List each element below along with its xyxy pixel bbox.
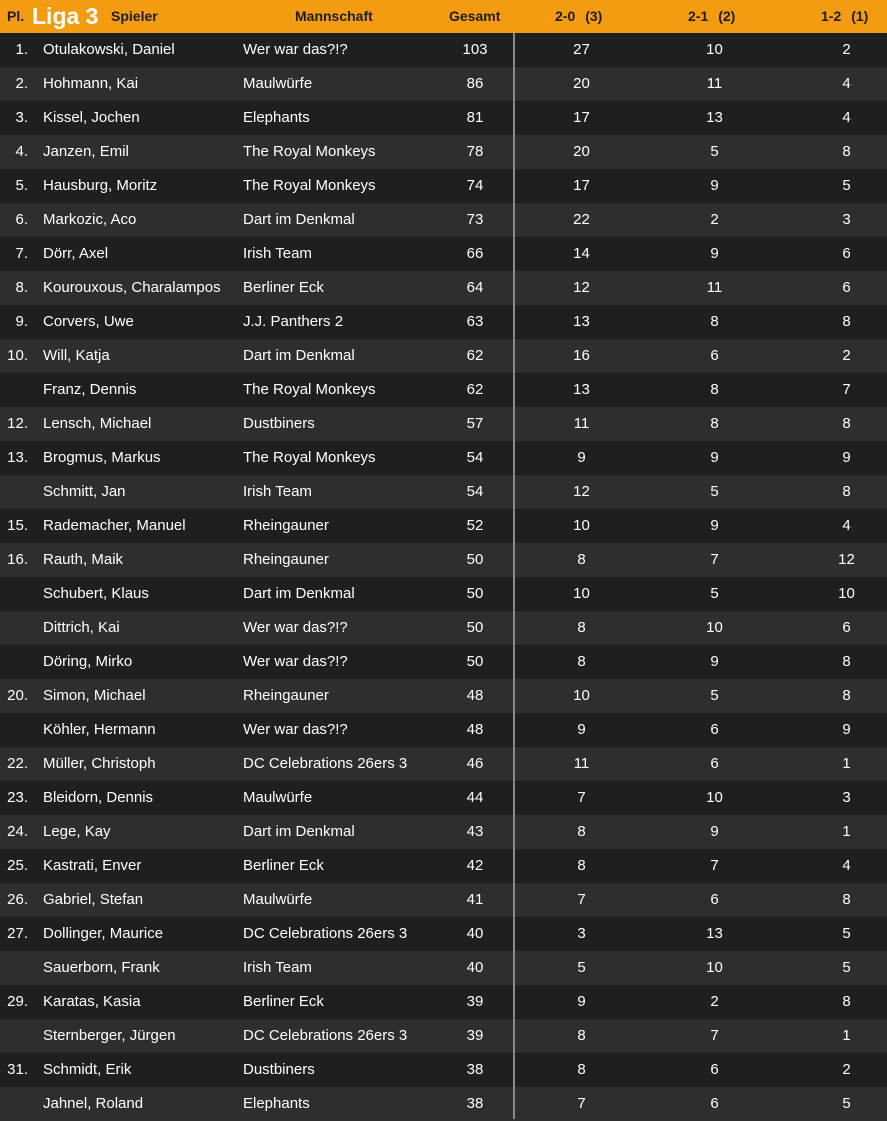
- wins-2-0: 17: [573, 109, 590, 126]
- header-player: Spieler: [111, 8, 158, 24]
- wins-2-0: 12: [573, 279, 590, 296]
- rank-cell: 23.: [7, 789, 28, 806]
- table-row: [0, 679, 887, 713]
- player-name: Corvers, Uwe: [43, 313, 134, 330]
- rank-cell: 12.: [7, 415, 28, 432]
- player-name: Kissel, Jochen: [43, 109, 140, 126]
- table-row: [0, 509, 887, 543]
- wins-2-1: 9: [710, 823, 719, 840]
- table-row: [0, 33, 887, 67]
- wins-2-1: 8: [710, 381, 719, 398]
- wins-2-1: 13: [706, 109, 723, 126]
- total-points: 44: [466, 789, 484, 806]
- wins-2-0: 10: [573, 585, 590, 602]
- wins-2-0: 8: [577, 551, 586, 568]
- wins-2-1: 6: [710, 891, 719, 908]
- losses-1-2: 5: [842, 177, 851, 194]
- wins-2-1: 11: [706, 279, 723, 296]
- team-name: Maulwürfe: [243, 789, 313, 806]
- player-name: Brogmus, Markus: [43, 449, 161, 466]
- wins-2-0: 8: [577, 857, 586, 874]
- losses-1-2: 4: [842, 857, 851, 874]
- header-loss-1-2-label: 1-2: [821, 8, 842, 24]
- wins-2-0: 11: [573, 755, 590, 772]
- wins-2-1: 10: [706, 789, 723, 806]
- team-name: Maulwürfe: [243, 891, 313, 908]
- team-name: Rheingauner: [243, 517, 329, 534]
- rank-cell: 22.: [7, 755, 28, 772]
- player-name: Sternberger, Jürgen: [43, 1027, 176, 1044]
- losses-1-2: 7: [842, 381, 851, 398]
- total-points: 50: [466, 585, 484, 602]
- total-points: 46: [466, 755, 484, 772]
- table-row: [0, 475, 887, 509]
- player-name: Bleidorn, Dennis: [43, 789, 154, 806]
- total-points: 52: [466, 517, 484, 534]
- total-points: 64: [466, 279, 484, 296]
- losses-1-2: 2: [842, 347, 851, 364]
- losses-1-2: 3: [842, 211, 851, 228]
- table-row: [0, 815, 887, 849]
- table-row: [0, 849, 887, 883]
- player-name: Karatas, Kasia: [43, 993, 141, 1010]
- team-name: Wer war das?!?: [243, 721, 348, 738]
- team-name: DC Celebrations 26ers 3: [243, 755, 408, 772]
- team-name: Wer war das?!?: [243, 619, 348, 636]
- wins-2-1: 5: [710, 585, 719, 602]
- team-name: Dart im Denkmal: [243, 347, 355, 364]
- table-row: [0, 917, 887, 951]
- total-points: 50: [466, 619, 484, 636]
- wins-2-1: 9: [710, 449, 719, 466]
- wins-2-1: 7: [710, 1027, 719, 1044]
- total-points: 38: [466, 1095, 484, 1112]
- wins-2-1: 2: [710, 993, 719, 1010]
- losses-1-2: 8: [842, 891, 851, 908]
- header-win-2-1: [688, 0, 735, 33]
- table-row: [0, 203, 887, 237]
- player-name: Sauerborn, Frank: [43, 959, 160, 976]
- table-row: [0, 101, 887, 135]
- total-points: 54: [466, 449, 484, 466]
- table-row: [0, 883, 887, 917]
- wins-2-1: 5: [710, 687, 719, 704]
- player-name: Dörr, Axel: [43, 245, 109, 262]
- total-points: 73: [466, 211, 484, 228]
- total-points: 103: [462, 41, 488, 58]
- wins-2-0: 3: [577, 925, 586, 942]
- player-name: Kourouxous, Charalampos: [43, 279, 221, 296]
- total-points: 62: [466, 381, 484, 398]
- losses-1-2: 8: [842, 143, 851, 160]
- wins-2-0: 9: [577, 993, 586, 1010]
- losses-1-2: 6: [842, 279, 851, 296]
- losses-1-2: 3: [842, 789, 851, 806]
- wins-2-1: 9: [710, 517, 719, 534]
- losses-1-2: 5: [842, 959, 851, 976]
- team-name: Berliner Eck: [243, 279, 324, 296]
- table-row: [0, 407, 887, 441]
- rank-cell: 25.: [7, 857, 28, 874]
- table-row: [0, 373, 887, 407]
- team-name: Rheingauner: [243, 551, 329, 568]
- team-name: Wer war das?!?: [243, 41, 348, 58]
- total-points: 78: [466, 143, 484, 160]
- total-points: 41: [466, 891, 484, 908]
- losses-1-2: 1: [842, 1027, 851, 1044]
- table-row: [0, 951, 887, 985]
- table-row: [0, 543, 887, 577]
- total-points: 74: [466, 177, 484, 194]
- player-name: Lensch, Michael: [43, 415, 152, 432]
- team-name: Irish Team: [243, 483, 312, 500]
- total-points: 62: [466, 347, 484, 364]
- rank-cell: 20.: [7, 687, 28, 704]
- losses-1-2: 8: [842, 653, 851, 670]
- team-name: Berliner Eck: [243, 857, 324, 874]
- team-name: Irish Team: [243, 959, 312, 976]
- rank-cell: 24.: [7, 823, 28, 840]
- losses-1-2: 6: [842, 245, 851, 262]
- wins-2-0: 22: [573, 211, 590, 228]
- table-row: [0, 1087, 887, 1121]
- table-row: [0, 135, 887, 169]
- header-loss-1-2-points: (1): [851, 8, 869, 24]
- wins-2-0: 7: [577, 789, 586, 806]
- rank-cell: 4.: [15, 143, 28, 160]
- team-name: Maulwürfe: [243, 75, 313, 92]
- team-name: Berliner Eck: [243, 993, 324, 1010]
- player-name: Lege, Kay: [43, 823, 111, 840]
- wins-2-0: 8: [577, 653, 586, 670]
- losses-1-2: 9: [842, 449, 851, 466]
- rank-cell: 9.: [15, 313, 28, 330]
- wins-2-1: 10: [706, 41, 723, 58]
- rank-cell: 27.: [7, 925, 28, 942]
- header-total: Gesamt: [449, 8, 501, 24]
- team-name: The Royal Monkeys: [243, 143, 376, 160]
- wins-2-1: 6: [710, 1095, 719, 1112]
- wins-2-0: 14: [573, 245, 590, 262]
- column-divider: [513, 33, 515, 1119]
- wins-2-0: 20: [573, 143, 590, 160]
- wins-2-0: 10: [573, 687, 590, 704]
- player-name: Schubert, Klaus: [43, 585, 149, 602]
- wins-2-0: 5: [577, 959, 586, 976]
- total-points: 81: [466, 109, 484, 126]
- table-body: [0, 33, 887, 1121]
- table-header: [0, 0, 887, 33]
- wins-2-1: 7: [710, 551, 719, 568]
- wins-2-1: 10: [706, 619, 723, 636]
- team-name: Dart im Denkmal: [243, 211, 355, 228]
- team-name: J.J. Panthers 2: [243, 313, 344, 330]
- total-points: 42: [466, 857, 484, 874]
- rank-cell: 31.: [7, 1061, 28, 1078]
- rank-cell: 6.: [15, 211, 28, 228]
- losses-1-2: 5: [842, 1095, 851, 1112]
- wins-2-1: 5: [710, 483, 719, 500]
- table-row: [0, 781, 887, 815]
- wins-2-0: 8: [577, 619, 586, 636]
- rank-cell: 29.: [7, 993, 28, 1010]
- header-win-2-1-label: 2-1: [688, 8, 709, 24]
- rank-cell: 7.: [15, 245, 28, 262]
- team-name: Dustbiners: [243, 415, 315, 432]
- header-win-2-0-points: (3): [585, 8, 603, 24]
- table-row: [0, 1019, 887, 1053]
- rank-cell: 10.: [7, 347, 28, 364]
- wins-2-1: 6: [710, 347, 719, 364]
- total-points: 48: [466, 687, 484, 704]
- team-name: DC Celebrations 26ers 3: [243, 1027, 408, 1044]
- total-points: 86: [466, 75, 484, 92]
- player-name: Dittrich, Kai: [43, 619, 120, 636]
- team-name: Wer war das?!?: [243, 653, 348, 670]
- wins-2-0: 9: [577, 449, 586, 466]
- wins-2-1: 2: [710, 211, 719, 228]
- player-name: Janzen, Emil: [43, 143, 129, 160]
- team-name: Dart im Denkmal: [243, 823, 355, 840]
- wins-2-0: 17: [573, 177, 590, 194]
- losses-1-2: 4: [842, 517, 851, 534]
- losses-1-2: 10: [838, 585, 855, 602]
- rank-cell: 26.: [7, 891, 28, 908]
- wins-2-1: 13: [706, 925, 723, 942]
- losses-1-2: 9: [842, 721, 851, 738]
- total-points: 48: [466, 721, 484, 738]
- losses-1-2: 2: [842, 1061, 851, 1078]
- team-name: Elephants: [243, 1095, 310, 1112]
- player-name: Franz, Dennis: [43, 381, 137, 398]
- losses-1-2: 6: [842, 619, 851, 636]
- losses-1-2: 4: [842, 75, 851, 92]
- wins-2-1: 8: [710, 313, 719, 330]
- wins-2-0: 8: [577, 1061, 586, 1078]
- total-points: 39: [466, 1027, 484, 1044]
- team-name: The Royal Monkeys: [243, 449, 376, 466]
- total-points: 57: [466, 415, 484, 432]
- losses-1-2: 4: [842, 109, 851, 126]
- total-points: 66: [466, 245, 484, 262]
- header-win-2-1-points: (2): [718, 8, 736, 24]
- team-name: Dart im Denkmal: [243, 585, 355, 602]
- player-name: Will, Katja: [43, 347, 110, 364]
- team-name: Dustbiners: [243, 1061, 315, 1078]
- losses-1-2: 1: [842, 823, 851, 840]
- player-name: Döring, Mirko: [43, 653, 133, 670]
- player-name: Rademacher, Manuel: [43, 517, 186, 534]
- losses-1-2: 8: [842, 993, 851, 1010]
- table-row: [0, 1053, 887, 1087]
- team-name: Elephants: [243, 109, 310, 126]
- wins-2-0: 13: [573, 313, 590, 330]
- rank-cell: 1.: [15, 41, 28, 58]
- header-win-2-0-label: 2-0: [555, 8, 576, 24]
- header-rank: Pl.: [7, 8, 25, 24]
- wins-2-1: 10: [706, 959, 723, 976]
- team-name: The Royal Monkeys: [243, 177, 376, 194]
- table-row: [0, 67, 887, 101]
- table-row: [0, 985, 887, 1019]
- losses-1-2: 12: [838, 551, 855, 568]
- table-row: [0, 713, 887, 747]
- rank-cell: 8.: [15, 279, 28, 296]
- player-name: Jahnel, Roland: [43, 1095, 144, 1112]
- table-row: [0, 747, 887, 781]
- wins-2-1: 5: [710, 143, 719, 160]
- wins-2-0: 11: [573, 415, 590, 432]
- player-name: Dollinger, Maurice: [43, 925, 164, 942]
- losses-1-2: 8: [842, 313, 851, 330]
- wins-2-1: 9: [710, 653, 719, 670]
- table-row: [0, 611, 887, 645]
- wins-2-0: 7: [577, 1095, 586, 1112]
- wins-2-1: 9: [710, 177, 719, 194]
- wins-2-0: 13: [573, 381, 590, 398]
- wins-2-1: 9: [710, 245, 719, 262]
- total-points: 43: [466, 823, 484, 840]
- total-points: 63: [466, 313, 484, 330]
- rank-cell: 13.: [7, 449, 28, 466]
- league-title: Liga 3: [32, 3, 99, 29]
- wins-2-0: 20: [573, 75, 590, 92]
- losses-1-2: 8: [842, 415, 851, 432]
- total-points: 50: [466, 653, 484, 670]
- wins-2-0: 10: [573, 517, 590, 534]
- player-name: Simon, Michael: [43, 687, 146, 704]
- wins-2-1: 7: [710, 857, 719, 874]
- wins-2-0: 27: [573, 41, 590, 58]
- team-name: Irish Team: [243, 245, 312, 262]
- losses-1-2: 1: [842, 755, 851, 772]
- wins-2-0: 8: [577, 823, 586, 840]
- player-name: Schmidt, Erik: [43, 1061, 132, 1078]
- losses-1-2: 2: [842, 41, 851, 58]
- wins-2-1: 6: [710, 721, 719, 738]
- rank-cell: 15.: [7, 517, 28, 534]
- player-name: Otulakowski, Daniel: [43, 41, 175, 58]
- wins-2-0: 16: [573, 347, 590, 364]
- table-row: [0, 271, 887, 305]
- team-name: DC Celebrations 26ers 3: [243, 925, 408, 942]
- rank-cell: 16.: [7, 551, 28, 568]
- table-row: [0, 577, 887, 611]
- rank-cell: 5.: [15, 177, 28, 194]
- player-name: Gabriel, Stefan: [43, 891, 144, 908]
- header-loss-1-2: [821, 0, 868, 33]
- wins-2-1: 8: [710, 415, 719, 432]
- wins-2-1: 6: [710, 755, 719, 772]
- table-row: [0, 339, 887, 373]
- wins-2-1: 6: [710, 1061, 719, 1078]
- losses-1-2: 8: [842, 687, 851, 704]
- total-points: 38: [466, 1061, 484, 1078]
- player-name: Hohmann, Kai: [43, 75, 139, 92]
- player-name: Kastrati, Enver: [43, 857, 142, 874]
- team-name: Rheingauner: [243, 687, 329, 704]
- table-row: [0, 237, 887, 271]
- wins-2-0: 12: [573, 483, 590, 500]
- losses-1-2: 8: [842, 483, 851, 500]
- player-name: Müller, Christoph: [43, 755, 156, 772]
- table-row: [0, 305, 887, 339]
- player-name: Rauth, Maik: [43, 551, 124, 568]
- total-points: 40: [466, 959, 484, 976]
- wins-2-1: 11: [706, 75, 723, 92]
- player-name: Köhler, Hermann: [43, 721, 156, 738]
- header-win-2-0: [555, 0, 602, 33]
- team-name: The Royal Monkeys: [243, 381, 376, 398]
- total-points: 50: [466, 551, 484, 568]
- total-points: 39: [466, 993, 484, 1010]
- table-row: [0, 441, 887, 475]
- table-row: [0, 645, 887, 679]
- wins-2-0: 9: [577, 721, 586, 738]
- player-name: Hausburg, Moritz: [43, 177, 158, 194]
- player-name: Markozic, Aco: [43, 211, 137, 228]
- total-points: 54: [466, 483, 484, 500]
- table-row: [0, 169, 887, 203]
- wins-2-0: 7: [577, 891, 586, 908]
- player-name: Schmitt, Jan: [43, 483, 126, 500]
- rank-cell: 2.: [15, 75, 28, 92]
- rank-cell: 3.: [15, 109, 28, 126]
- header-team: Mannschaft: [295, 8, 373, 24]
- wins-2-0: 8: [577, 1027, 586, 1044]
- total-points: 40: [466, 925, 484, 942]
- losses-1-2: 5: [842, 925, 851, 942]
